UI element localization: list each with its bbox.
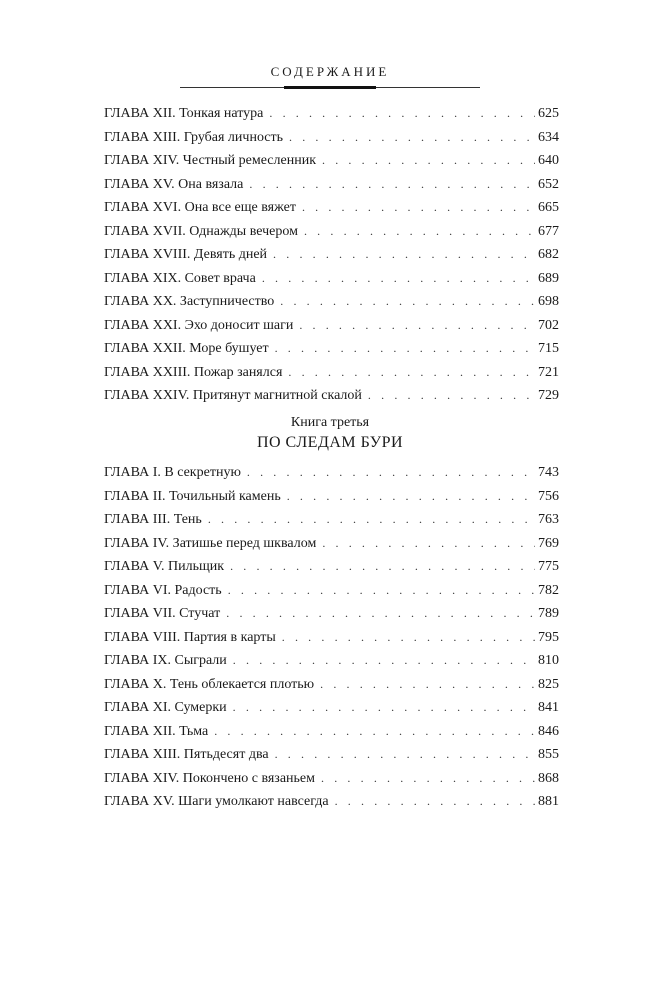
toc-entry-title: ГЛАВА XII. Тонкая натура <box>104 106 264 121</box>
toc-dot-leader <box>289 126 535 150</box>
toc-entry-title: ГЛАВА V. Пильщик <box>104 559 225 574</box>
toc-entry-page-number: 775 <box>538 559 559 574</box>
toc-entry-page-number: 743 <box>538 465 559 480</box>
page-title: СОДЕРЖАНИЕ <box>270 64 390 79</box>
toc-entry-page-number: 769 <box>538 535 559 551</box>
toc-dot-leader <box>280 290 535 314</box>
toc-entry-page-number: 795 <box>538 629 559 645</box>
toc-entry-title: ГЛАВА VII. Стучат <box>104 606 221 621</box>
toc-entry <box>104 743 559 767</box>
toc-entry <box>104 461 559 485</box>
toc-entry-title: ГЛАВА XIII. Грубая личность <box>104 129 284 145</box>
toc-entry-title: ГЛАВА XXIII. Пожар занялся <box>104 364 283 380</box>
toc-list-book-two <box>104 102 559 408</box>
book-title: ПО СЛЕДАМ БУРИ <box>256 434 404 451</box>
toc-dot-leader <box>228 579 535 603</box>
toc-entry <box>104 767 559 791</box>
toc-entry-title: ГЛАВА XV. Шаги умолкают навсегда <box>104 794 329 809</box>
toc-dot-leader <box>304 220 535 244</box>
toc-entry-title: ГЛАВА XII. Тьма <box>104 723 209 739</box>
toc-entry-title: ГЛАВА I. В секретную <box>104 465 241 480</box>
toc-dot-leader <box>282 626 535 650</box>
toc-entry-title: ГЛАВА II. Точильный камень <box>104 488 281 504</box>
toc-dot-leader <box>322 532 535 556</box>
toc-dot-leader <box>233 696 535 720</box>
toc-dot-leader <box>335 790 535 814</box>
toc-entry-page-number: 682 <box>538 247 559 262</box>
toc-entry-page-number: 782 <box>538 582 559 598</box>
header-rule-accent <box>284 86 376 89</box>
toc-dot-leader <box>249 173 535 197</box>
toc-entry-page-number: 721 <box>538 364 559 380</box>
toc-entry-page-number: 729 <box>538 388 559 403</box>
toc-entry-page-number: 881 <box>538 794 559 809</box>
toc-entry <box>104 384 559 408</box>
toc-entry-title: ГЛАВА IV. Затишье перед шквалом <box>104 535 317 551</box>
toc-entry <box>104 102 559 126</box>
toc-entry-title: ГЛАВА XI. Сумерки <box>104 700 227 715</box>
toc-dot-leader <box>226 602 535 626</box>
toc-entry <box>104 790 559 814</box>
toc-dot-leader <box>302 196 535 220</box>
toc-entry <box>104 173 559 197</box>
toc-entry <box>104 337 559 361</box>
toc-entry-page-number: 702 <box>538 317 559 333</box>
toc-entry-title: ГЛАВА IX. Сыграли <box>104 653 227 668</box>
toc-dot-leader <box>275 743 535 767</box>
toc-entry-title: ГЛАВА XIII. Пятьдесят два <box>104 747 269 762</box>
toc-dot-leader <box>322 149 535 173</box>
toc-entry-page-number: 689 <box>538 270 559 286</box>
toc-entry <box>104 314 559 338</box>
toc-dot-leader <box>214 720 535 744</box>
toc-entry-page-number: 665 <box>538 200 559 215</box>
toc-entry-title: ГЛАВА XXII. Море бушует <box>104 341 269 356</box>
toc-entry <box>104 579 559 603</box>
toc-entry <box>104 196 559 220</box>
toc-entry <box>104 485 559 509</box>
toc-entry-page-number: 677 <box>538 223 559 239</box>
toc-entry-page-number: 846 <box>538 723 559 739</box>
toc-entry-page-number: 652 <box>538 176 559 192</box>
toc-entry-page-number: 868 <box>538 770 559 786</box>
header-rule <box>180 87 480 88</box>
toc-entry <box>104 696 559 720</box>
toc-entry <box>104 649 559 673</box>
toc-dot-leader <box>230 555 535 579</box>
toc-list-book-three <box>104 461 559 814</box>
book-label: Книга третья <box>290 415 370 430</box>
toc-entry-page-number: 634 <box>538 129 559 145</box>
toc-entry <box>104 555 559 579</box>
toc-dot-leader <box>262 267 535 291</box>
toc-entry-title: ГЛАВА XV. Она вязала <box>104 176 244 192</box>
toc-entry-title: ГЛАВА XIX. Совет врача <box>104 270 256 286</box>
toc-entry <box>104 220 559 244</box>
toc-entry-title: ГЛАВА III. Тень <box>104 512 202 527</box>
toc-dot-leader <box>208 508 535 532</box>
toc-entry <box>104 508 559 532</box>
toc-entry-title: ГЛАВА XIV. Покончено с вязаньем <box>104 770 316 786</box>
book-three-heading <box>0 414 660 454</box>
toc-entry <box>104 361 559 385</box>
toc-entry <box>104 602 559 626</box>
toc-entry-title: ГЛАВА XVI. Она все еще вяжет <box>104 200 296 215</box>
toc-entry-page-number: 715 <box>538 341 559 356</box>
toc-entry <box>104 267 559 291</box>
toc-dot-leader <box>287 485 535 509</box>
toc-entry-title: ГЛАВА VI. Радость <box>104 582 222 598</box>
toc-entry-title: ГЛАВА XVII. Однажды вечером <box>104 223 298 239</box>
toc-entry <box>104 626 559 650</box>
toc-entry-page-number: 855 <box>538 747 559 762</box>
toc-entry-title: ГЛАВА XIV. Честный ремесленник <box>104 153 317 168</box>
toc-dot-leader <box>321 767 535 791</box>
toc-entry-page-number: 698 <box>538 294 559 309</box>
toc-entry-page-number: 756 <box>538 488 559 504</box>
toc-entry <box>104 149 559 173</box>
toc-dot-leader <box>320 673 535 697</box>
page-header <box>0 64 660 88</box>
toc-entry-title: ГЛАВА XX. Заступничество <box>104 294 275 309</box>
toc-dot-leader <box>233 649 535 673</box>
toc-entry-title: ГЛАВА VIII. Партия в карты <box>104 629 276 645</box>
toc-entry-title: ГЛАВА XVIII. Девять дней <box>104 247 268 262</box>
toc-entry <box>104 126 559 150</box>
toc-dot-leader <box>288 361 535 385</box>
toc-entry-page-number: 640 <box>538 153 559 168</box>
toc-entry <box>104 290 559 314</box>
toc-entry-page-number: 625 <box>538 106 559 121</box>
toc-entry-page-number: 810 <box>538 653 559 668</box>
toc-entry-title: ГЛАВА XXIV. Притянут магнитной скалой <box>104 388 362 403</box>
toc-entry <box>104 720 559 744</box>
toc-entry-title: ГЛАВА XXI. Эхо доносит шаги <box>104 317 294 333</box>
toc-dot-leader <box>299 314 535 338</box>
toc-dot-leader <box>269 102 535 126</box>
toc-entry-page-number: 763 <box>538 512 559 527</box>
toc-dot-leader <box>247 461 535 485</box>
toc-entry <box>104 243 559 267</box>
toc-entry-page-number: 789 <box>538 606 559 621</box>
toc-entry-title: ГЛАВА X. Тень облекается плотью <box>104 676 315 692</box>
toc-entry <box>104 532 559 556</box>
toc-entry <box>104 673 559 697</box>
toc-dot-leader <box>273 243 535 267</box>
toc-entry-page-number: 841 <box>538 700 559 715</box>
toc-entry-page-number: 825 <box>538 676 559 692</box>
toc-dot-leader <box>275 337 535 361</box>
toc-dot-leader <box>368 384 535 408</box>
